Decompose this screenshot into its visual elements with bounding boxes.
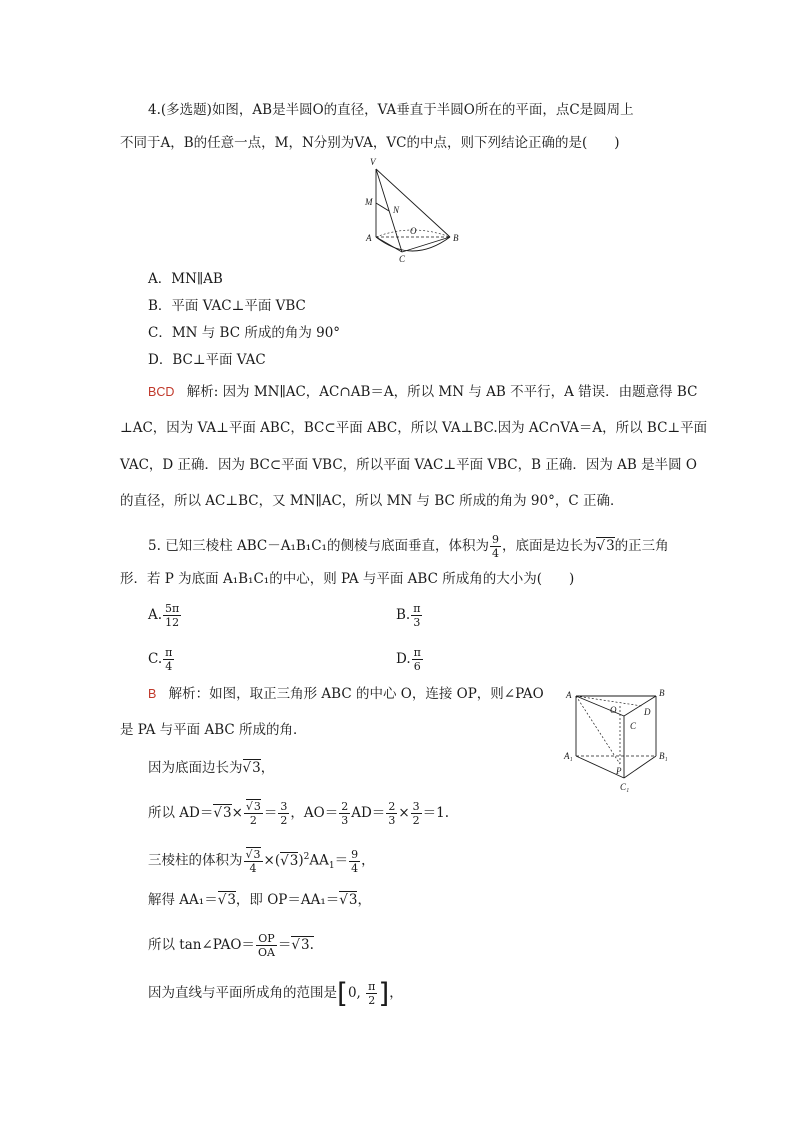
q5-stem-c: 的正三角 <box>614 538 669 554</box>
q4-label-m: M <box>365 197 373 207</box>
q4-label-a: A <box>366 233 372 243</box>
q5-step1-end: ， <box>260 760 275 776</box>
q5-stem-line1 <box>148 533 669 560</box>
q5-step3-num: 9 <box>351 847 359 861</box>
q5-step3-sqrt: √ 3 <box>280 852 298 869</box>
q5-option-d-frac <box>412 646 423 673</box>
q5-label-d: D <box>644 707 651 717</box>
q5-step3-frac1-num: √ 3 <box>246 847 261 861</box>
q5-step2-pre: 所以 AD＝ <box>148 805 214 821</box>
q5-label-c1: C₁ <box>620 782 630 792</box>
q5-stem-line2: 形．若 P 为底面 A₁B₁C₁的中心，则 PA 与平面 ABC 所成角的大小为( ) <box>120 571 575 587</box>
q5-option-b-frac <box>411 602 422 629</box>
q4-option-c: C．MN 与 BC 所成的角为 90° <box>148 325 341 341</box>
q5-step6-lbracket: [ <box>337 976 348 1010</box>
q5-option-a-letter: A. <box>148 607 163 623</box>
q5-step2-frac2: $\frac{3}{2}$ <box>280 800 288 827</box>
q4-analysis-label: 解析: <box>186 384 219 400</box>
q5-step3-frac2 <box>349 848 360 875</box>
q5-step5 <box>148 932 314 959</box>
q4-stem-line1 <box>148 100 634 120</box>
q4-option-b: B．平面 VAC⊥平面 VBC <box>148 298 306 314</box>
q5-step5-end: ＝ <box>277 937 292 953</box>
q5-side-sqrt: √ 3 <box>596 537 614 554</box>
q4-stem-text1: 如图，AB是半圆O的直径，VA垂直于半圆O所在的平面，点C是圆周上 <box>211 102 634 118</box>
q5-step4-sqrt2: √ 3 <box>339 891 357 908</box>
q4-edge-bc <box>402 237 450 252</box>
q5-option-d-den: 6 <box>413 660 421 673</box>
q5-label-a: A <box>566 690 572 700</box>
q4-option-a: A．MN∥AB <box>148 271 223 287</box>
q5-step2-sqrt: √ 3 <box>213 804 231 821</box>
q5-step2-end: ＝1. <box>422 805 450 821</box>
q5-step4-pre: 解得 AA₁＝ <box>148 892 218 908</box>
q4-label-c: C <box>399 254 406 264</box>
q5-step5-frac: $\frac{OP}{OA}$ <box>257 932 275 959</box>
q5-option-b <box>396 602 423 629</box>
q4-label-b: B <box>453 233 459 243</box>
q5-step4 <box>148 890 371 910</box>
q4-analysis-text1: 因为 MN∥AC，AC∩AB＝A，所以 MN 与 AB 不平行，A 错误．由题意得 BC <box>222 384 698 400</box>
q5-step4-sqrt1: √ 3 <box>218 891 236 908</box>
q5-step2-frac1-num: √ 3 <box>246 799 261 813</box>
q5-volume-frac <box>490 533 501 560</box>
q5-volume-den: 4 <box>491 547 499 560</box>
q5-step3: 三棱柱的体积为 √ $\frac{3}{4}$ ×(√ $3)^2AA_1=$ $\frac{9}{4}$ ， <box>148 847 375 876</box>
q4-label-n: N <box>393 205 400 215</box>
q5-option-c-den: 4 <box>165 660 173 673</box>
q5-label-a1: A₁ <box>564 751 573 761</box>
q5-analysis-line2: 是 PA 与平面 ABC 所成的角． <box>120 722 307 738</box>
q5-step3-end: ， <box>361 852 375 869</box>
q5-stem-a: 已知三棱柱 ABC－A₁B₁C₁的侧棱与底面垂直，体积为 <box>165 538 489 554</box>
q5-analysis-line1 <box>148 684 544 704</box>
q5-option-b-letter: B. <box>396 607 411 623</box>
q4-answer: BCD <box>148 385 175 399</box>
q4-analysis-line1 <box>148 382 697 402</box>
q5-step1-sqrt: √ 3 <box>243 759 261 776</box>
q5-option-c-frac <box>163 646 174 673</box>
q5-stem-b: ，底面是边长为 <box>501 538 597 554</box>
q5-step2-frac5: $\frac{3}{2}$ <box>412 800 420 827</box>
q5-analysis-label: 解析： <box>168 686 210 702</box>
q5-option-c <box>148 646 175 673</box>
q5-label-b: B <box>659 688 665 698</box>
q4-label-v: V <box>370 157 376 167</box>
q5-step6-pre: 因为直线与平面所成角的范围是 <box>148 985 337 1001</box>
q5-label-p: P <box>616 766 622 776</box>
q5-option-a-frac <box>163 602 181 629</box>
q5-option-a <box>148 602 182 629</box>
q5-option-d-letter: D. <box>396 651 411 667</box>
q5-option-a-num: 5π <box>165 602 180 615</box>
q5-step1 <box>148 758 274 778</box>
q5-step2-mid: ，AO＝ <box>290 805 339 821</box>
q5-figure <box>560 684 680 796</box>
q5-step6-end: ， <box>389 985 403 1001</box>
q5-step4-mid: ，即 OP＝AA₁＝ <box>235 892 340 908</box>
q5-volume-num: 9 <box>491 533 499 546</box>
q5-step3-den: 4 <box>351 861 359 875</box>
q4-option-d: D．BC⊥平面 VAC <box>148 352 266 368</box>
q5-step2-frac1: √ $\frac{3}{2}$ <box>244 800 263 827</box>
q5-analysis-text1: 如图，取正三角形 ABC 的中心 O，连接 OP，则∠PAO <box>209 686 544 702</box>
q5-option-b-den: 3 <box>413 616 421 629</box>
q5-option-c-num: π <box>165 646 173 659</box>
q5-answer: B <box>148 687 157 701</box>
q5-label-b1: B₁ <box>659 751 668 761</box>
q4-label-o: O <box>410 226 417 236</box>
q4-analysis-line3: VAC，D 正确．因为 BC⊂平面 VBC，所以平面 VAC⊥平面 VBC，B 正确．因为 AB 是半圆 O <box>120 457 697 473</box>
q5-label-c: C <box>630 721 637 731</box>
q4-analysis-line2: ⊥AC，因为 VA⊥平面 ABC，BC⊂平面 ABC，所以 VA⊥BC.因为 AC∩VA＝A，所以 BC⊥平面 <box>120 420 708 436</box>
q5-step3-pre: 三棱柱的体积为 <box>148 852 243 869</box>
q5-label-o: O <box>610 705 617 715</box>
q4-figure <box>362 155 472 265</box>
q5-step4-end: ， <box>357 892 371 908</box>
q4-stem-line2: 不同于A，B的任意一点，M，N分别为VA，VC的中点，则下列结论正确的是( ) <box>120 135 620 151</box>
q5-step1-text: 因为底面边长为 <box>148 760 243 776</box>
q5-step5-pre: 所以 tan∠PAO＝ <box>148 937 255 953</box>
q5-option-d-num: π <box>413 646 421 659</box>
q5-step6: 因为直线与平面所成角的范围是[0, $\frac{\pi}{2}$ ]， <box>148 976 403 1010</box>
q4-analysis-line4: 的直径，所以 AC⊥BC，又 MN∥AC，所以 MN 与 BC 所成的角为 90°，C 正确． <box>120 493 624 509</box>
q5-step6-frac: $\frac{\pi}{2}$ <box>368 980 376 1007</box>
q5-step2: 所以 AD＝√ 3× √ $\frac{3}{2}$ ＝ $\frac{3}{2}$ ，AO＝ $\frac{2}{3}$ AD＝ $\frac{2}{3}$ × $\frac{3}{2}$ ＝1. <box>148 800 449 827</box>
q5-step2-frac4: $\frac{2}{3}$ <box>388 800 396 827</box>
q5-step6-rbracket: ] <box>378 976 390 1010</box>
q5-option-b-num: π <box>413 602 421 615</box>
q5-step3-frac1: √ $\frac{3}{4}$ <box>244 848 263 875</box>
q5-option-a-den: 12 <box>165 616 180 629</box>
q5-option-c-letter: C. <box>148 651 163 667</box>
q4-number: 4. <box>148 102 161 118</box>
q5-number: 5. <box>148 538 161 554</box>
q5-option-d <box>396 646 424 673</box>
q4-tag: (多选题) <box>160 102 212 118</box>
q5-step5-sqrt: √ 3. <box>291 936 314 953</box>
q5-step2-frac3: $\frac{2}{3}$ <box>341 800 349 827</box>
